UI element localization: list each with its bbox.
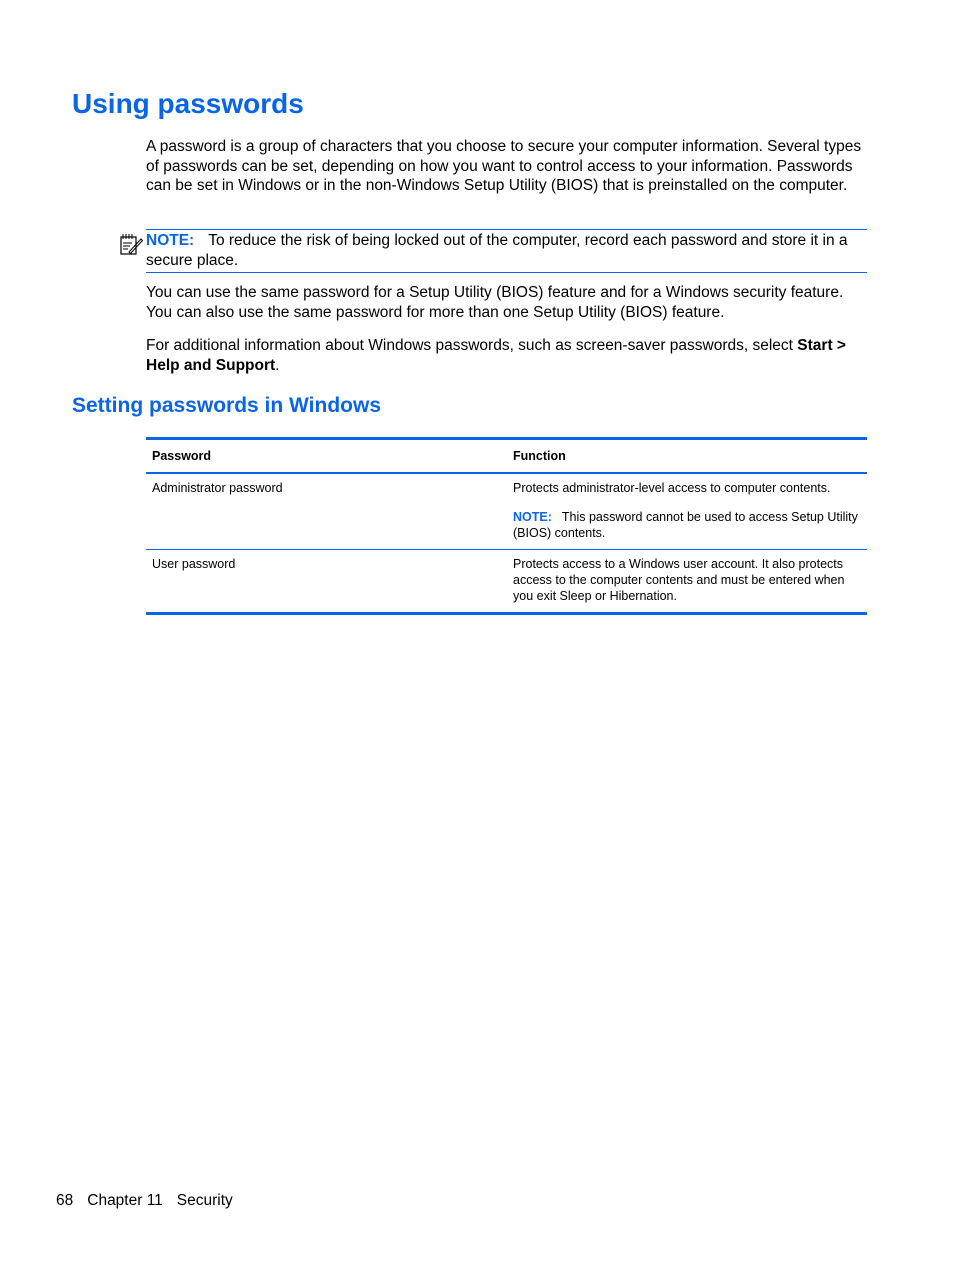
footer-section: Security — [176, 1192, 233, 1209]
cell-note — [513, 509, 861, 541]
table-row — [146, 473, 867, 550]
function-text: Protects administrator-level access to computer contents. — [513, 481, 831, 495]
note-text: To reduce the risk of being locked out of the computer, record each password and store it in a secure place. — [146, 232, 848, 269]
section-title: Setting passwords in Windows — [72, 394, 382, 417]
page-number: 68 — [56, 1192, 74, 1209]
note-label: NOTE: — [146, 232, 195, 249]
cell-password: User password — [152, 557, 236, 571]
header-function: Function — [513, 449, 566, 463]
cell-function: Protects access to a Windows user account. It also protects access to the computer contents and must be entered when you exit Sleep or Hibernation. — [513, 557, 845, 603]
cell-function — [507, 473, 867, 550]
additional-info-end: . — [275, 356, 280, 374]
passwords-table — [146, 437, 867, 615]
cell-note-text: This password cannot be used to access Setup Utility (BIOS) contents. — [513, 510, 858, 540]
start-help-support-link: Start > Help and Support — [146, 337, 846, 374]
additional-info-paragraph — [146, 336, 862, 375]
page-title: Using passwords — [72, 88, 304, 119]
footer-chapter: Chapter 11 — [87, 1192, 163, 1209]
table-header-row — [146, 439, 867, 474]
cell-password: Administrator password — [152, 481, 283, 495]
note-icon — [119, 232, 143, 256]
additional-info-text: For additional information about Windows passwords, such as screen-saver passwords, select — [146, 337, 798, 354]
note-box — [146, 229, 867, 273]
table-row — [146, 550, 867, 614]
intro-paragraph: A password is a group of characters that you choose to secure your computer information. Several types of passwords can be set, depending on how you want to control access to your information. Passwords can be set in Windows or in the non-Windows Setup Utility (BIOS) that is preinstalled on the computer. — [146, 138, 862, 195]
cell-note-label: NOTE: — [513, 510, 552, 524]
header-password: Password — [152, 449, 212, 463]
same-password-paragraph: You can use the same password for a Setup Utility (BIOS) feature and for a Windows security feature. You can also use the same password for more than one Setup Utility (BIOS) feature. — [146, 284, 844, 321]
page-footer — [56, 1192, 247, 1210]
